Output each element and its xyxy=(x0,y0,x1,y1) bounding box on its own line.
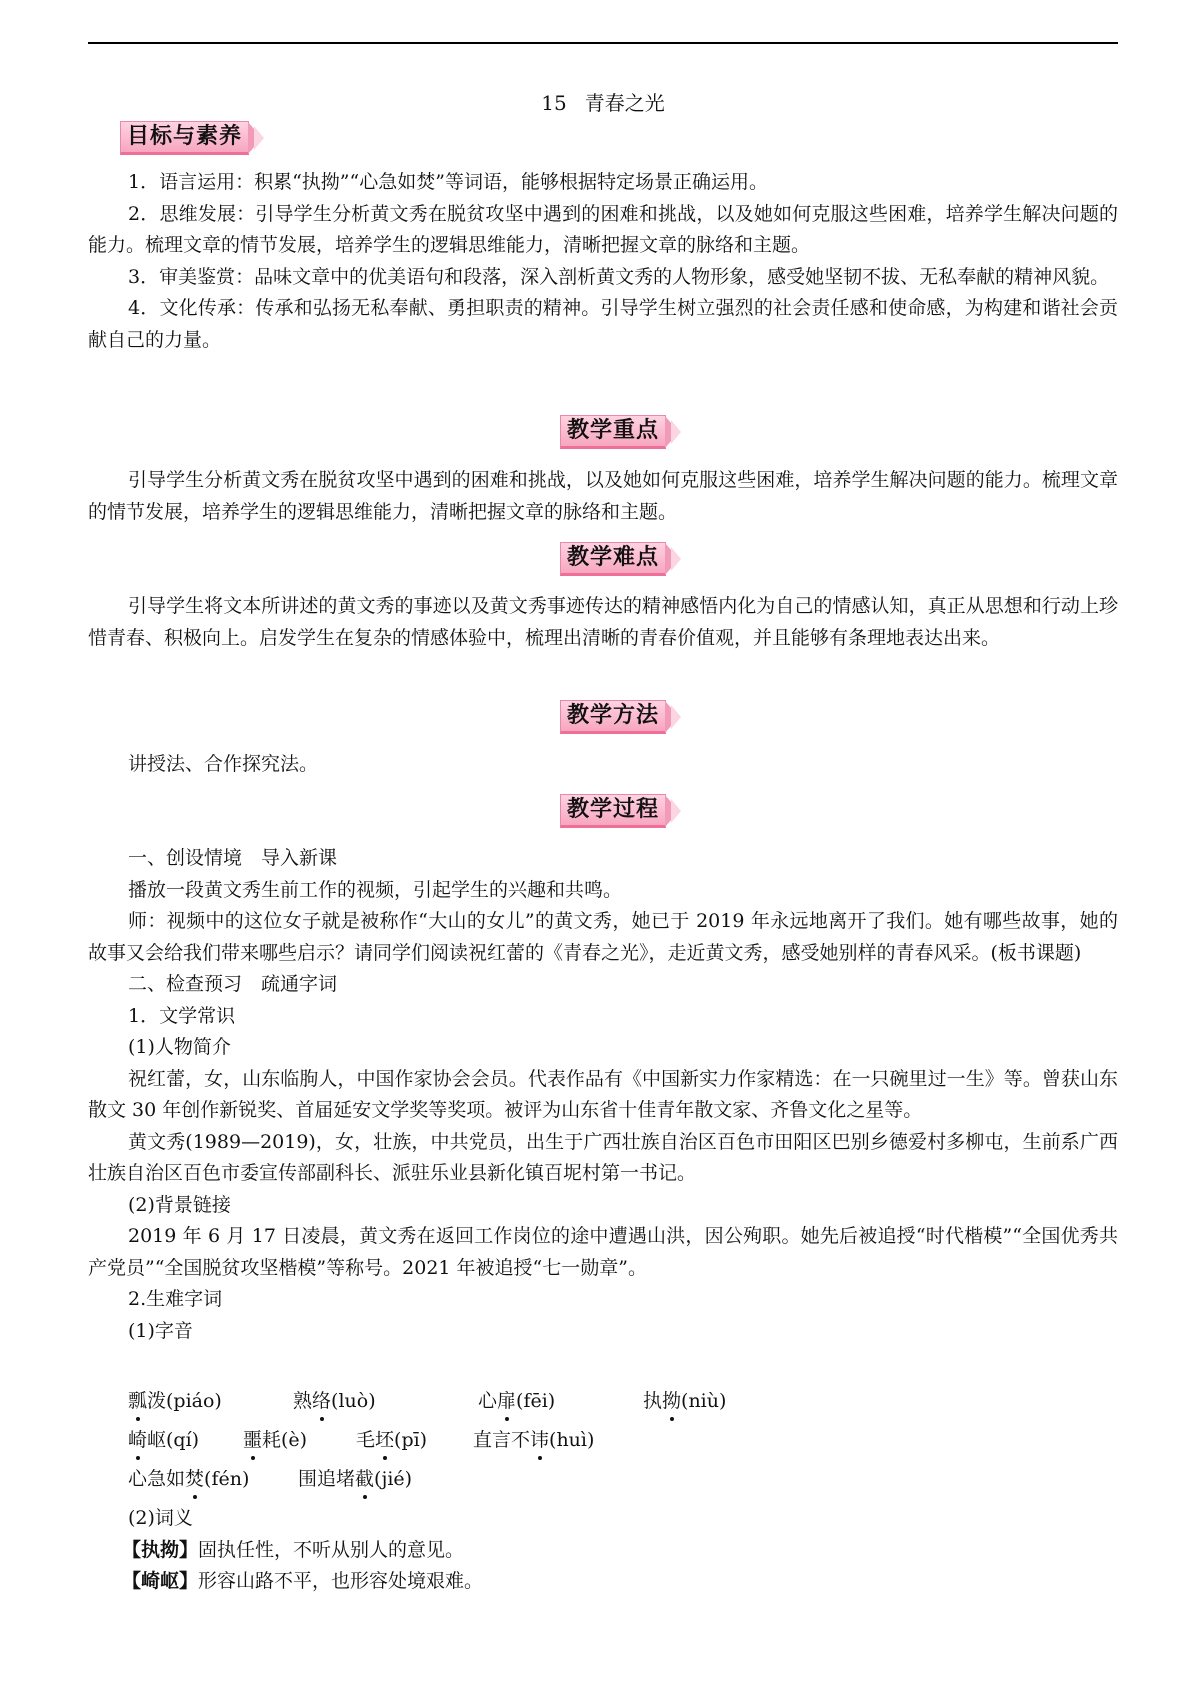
key-points-text: 引导学生分析黄文秀在脱贫攻坚中遇到的困难和挑战，以及她如何克服这些困难，培养学生解决问题的能力。梳理文章的情节发展，培养学生的逻辑思维能力，清晰把握文章的脉络和主题。 xyxy=(88,469,1118,523)
pronunciation-item: 直言不讳(huì) xyxy=(473,1425,594,1455)
subheading: (1)人物简介 xyxy=(128,1036,231,1058)
section-badge-process xyxy=(560,794,681,828)
paragraph: 播放一段黄文秀生前工作的视频，引起学生的兴趣和共鸣。 xyxy=(128,878,623,901)
pronunciation-item: 瓢泼(piáo) xyxy=(128,1386,222,1416)
document-page xyxy=(88,0,1118,1697)
pronunciation-item: 噩耗(è) xyxy=(243,1425,307,1455)
teaching-process xyxy=(88,843,1118,1347)
section-badge-difficult xyxy=(560,542,681,576)
pronunciation-item: 心急如焚(fén) xyxy=(128,1464,249,1494)
section-label-goals: 目标与素养 xyxy=(120,121,249,155)
subheading: (1)字音 xyxy=(128,1319,193,1342)
header-rule xyxy=(88,42,1118,44)
section-label-process: 教学过程 xyxy=(560,794,666,828)
pronunciation-item: 崎岖(qí) xyxy=(128,1425,199,1455)
lesson-title-text: 青春之光 xyxy=(584,91,665,115)
pronunciation-item: 执拗(niù) xyxy=(643,1386,726,1416)
meaning-item xyxy=(88,1535,1118,1567)
subheading: 1．文学常识 xyxy=(128,1004,236,1027)
chevron-right-icon xyxy=(671,420,681,444)
meaning-def: 固执任性，不听从别人的意见。 xyxy=(198,1538,465,1561)
goal-item: 4．文化传承：传承和弘扬无私奉献、勇担职责的精神。引导学生树立强烈的社会责任感和使命感，为构建和谐社会贡献自己的力量。 xyxy=(88,297,1118,351)
chevron-right-icon xyxy=(254,126,264,150)
pronunciation-item: 心扉(fēi) xyxy=(478,1386,555,1416)
subheading: (2)词义 xyxy=(128,1507,193,1529)
paragraph: 黄文秀(1989—2019)，女，壮族，中共党员，出生于广西壮族自治区百色市田阳区巴别乡德爱村多柳屯，生前系广西壮族自治区百色市委宣传部副科长、派驻乐业县新化镇百坭村第一书记。 xyxy=(88,1130,1118,1184)
paragraph: 2019 年 6 月 17 日凌晨，黄文秀在返回工作岗位的途中遭遇山洪，因公殉职。她先后被追授“时代楷模”“全国优秀共产党员”“全国脱贫攻坚楷模”等称号。2021 年被追授“七一勋章”。 xyxy=(88,1225,1118,1279)
section-label-key: 教学重点 xyxy=(560,415,666,449)
chevron-right-icon xyxy=(671,799,681,823)
meaning-term: 【崎岖】 xyxy=(122,1570,199,1592)
teaching-method-text: 讲授法、合作探究法。 xyxy=(128,753,319,775)
meaning-item xyxy=(88,1566,1118,1598)
subheading: (2)背景链接 xyxy=(128,1193,231,1216)
meaning-def: 形容山路不平，也形容处境艰难。 xyxy=(198,1570,484,1592)
difficult-points-text: 引导学生将文本所讲述的黄文秀的事迹以及黄文秀事迹传达的精神感悟内化为自己的情感认知，真正从思想和行动上珍惜青春、积极向上。启发学生在复杂的情感体验中，梳理出清晰的青春价值观，并且能够有条理地表达出来。 xyxy=(88,595,1118,649)
chevron-right-icon xyxy=(671,705,681,729)
section-label-method: 教学方法 xyxy=(560,700,666,734)
section-badge-method xyxy=(560,700,681,734)
goal-item: 3．审美鉴赏：品味文章中的优美语句和段落，深入剖析黄文秀的人物形象，感受她坚韧不拔、无私奉献的精神风貌。 xyxy=(128,265,1110,288)
step-heading: 二、检查预习 疏通字词 xyxy=(128,973,338,995)
lesson-number: 15 xyxy=(541,91,567,115)
goal-item: 1．语言运用：积累“执拗”“心急如焚”等词语，能够根据特定场景正确运用。 xyxy=(128,171,768,193)
key-points xyxy=(88,465,1118,528)
word-meanings xyxy=(88,1503,1118,1598)
goals-list xyxy=(88,167,1118,356)
pronunciation-item: 毛坯(pī) xyxy=(356,1425,427,1455)
meaning-term: 【执拗】 xyxy=(122,1538,199,1561)
paragraph: 师：视频中的这位女子就是被称作“大山的女儿”的黄文秀，她已于 2019 年永远地离开了我们。她有哪些故事，她的故事又会给我们带来哪些启示？请同学们阅读祝红蕾的《青春之光》，走近黄文秀，感受她别样的青春风采。(板书课题) xyxy=(88,910,1118,964)
pronunciation-item: 熟络(luò) xyxy=(293,1386,376,1416)
section-badge-key xyxy=(560,415,681,449)
chevron-right-icon xyxy=(671,547,681,571)
step-heading: 一、创设情境 导入新课 xyxy=(128,847,338,869)
pronunciation-item: 围追堵截(jié) xyxy=(298,1464,412,1494)
subheading: 2.生难字词 xyxy=(128,1288,223,1310)
lesson-title xyxy=(88,88,1118,118)
section-label-difficult: 教学难点 xyxy=(560,542,666,576)
goal-item: 2．思维发展：引导学生分析黄文秀在脱贫攻坚中遇到的困难和挑战，以及她如何克服这些困难，培养学生解决问题的能力。梳理文章的情节发展，培养学生的逻辑思维能力，清晰把握文章的脉络和主题。 xyxy=(88,202,1118,256)
teaching-method xyxy=(88,749,1118,781)
section-badge-goals xyxy=(120,121,264,155)
paragraph: 祝红蕾，女，山东临朐人，中国作家协会会员。代表作品有《中国新实力作家精选：在一只碗里过一生》等。曾获山东散文 30 年创作新锐奖、首届延安文学奖等奖项。被评为山东省十佳青年散文家、齐鲁文化之星等。 xyxy=(88,1067,1118,1121)
difficult-points xyxy=(88,591,1118,654)
